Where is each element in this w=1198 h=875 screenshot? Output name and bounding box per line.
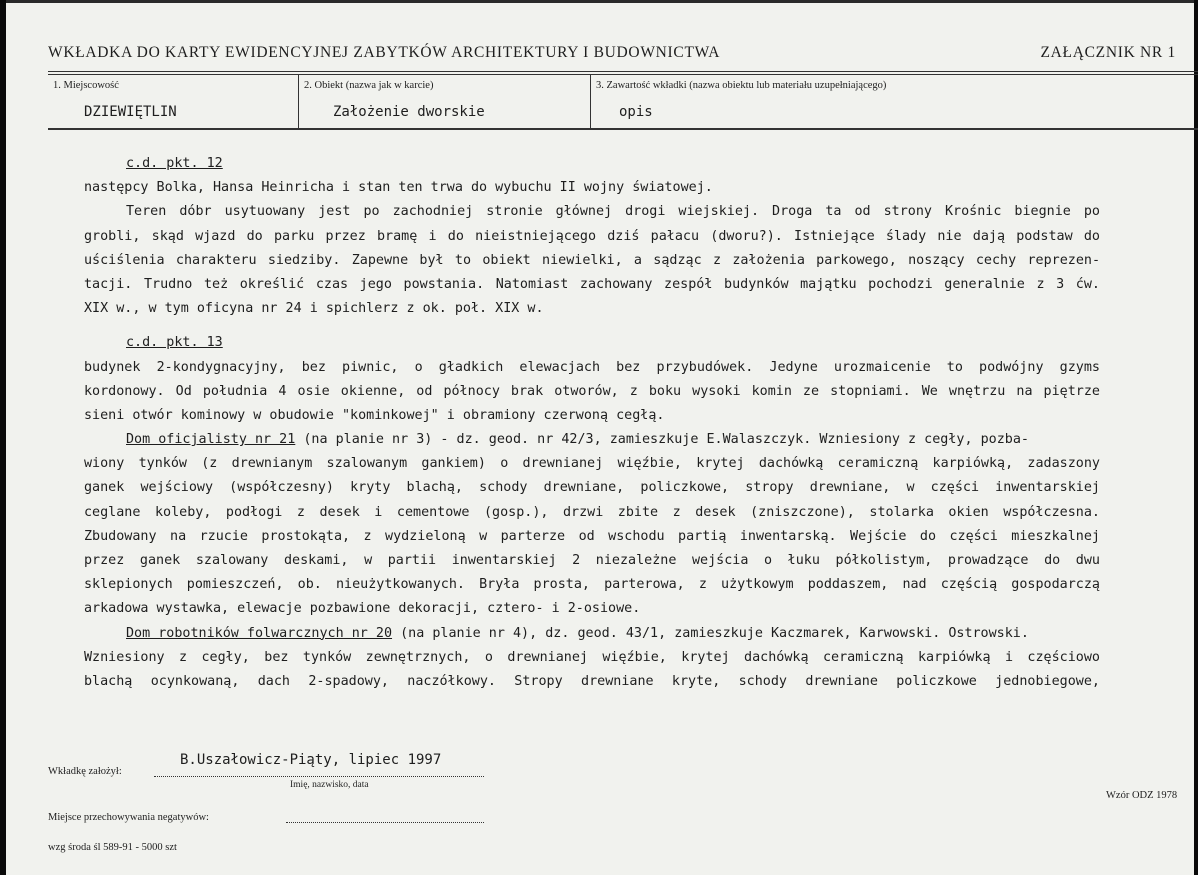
- body-line: sieni otwór kominowy w obudowie "kominkowej" i obramiony czerwoną cegłą.: [84, 407, 665, 423]
- field-contents-label: 3. Zawartość wkładki (nazwa obiektu lub materiału uzupełniającego): [596, 80, 887, 91]
- author-caption: Imię, nazwisko, data: [290, 780, 369, 790]
- negatives-dotted-line: [286, 822, 484, 823]
- field-locality: [48, 74, 298, 128]
- field-object: [298, 74, 591, 128]
- body-line-rest: (na planie nr 3) - dz. geod. nr 42/3, zamieszkuje E.Walaszczyk. Wzniesiony z cegły, pozba-: [303, 432, 1029, 448]
- scan-edge-left: [0, 0, 6, 875]
- body-line: ganek wejściowy (współczesny) kryty blachą, schody drewniane, policzkowe, stropy drewniane, w części inwentarskiej: [84, 480, 1100, 496]
- form-header: [48, 44, 1176, 66]
- body-line: arkadowa wystawka, elewacje pozbawione dekoracji, cztero- i 2-osiowe.: [84, 601, 641, 617]
- body-line: [84, 622, 1100, 646]
- annex-number: ZAŁĄCZNIK NR 1: [1040, 44, 1176, 61]
- section-heading-13: c.d. pkt. 13: [126, 335, 223, 351]
- field-locality-value: DZIEWIĘTLIN: [84, 104, 177, 120]
- field-locality-label: 1. Miejscowość: [53, 80, 119, 91]
- body-line: grobli, skąd wjazd do parku przez bramę i do nieistniejącego dziś pałacu (dworu?). Istniejące ślady nie dają podstaw do: [84, 228, 1100, 244]
- body-line: Wzniesiony z cegły, bez tynków zewnętrznych, o drewnianej więźbie, krytej dachówką ceramiczną karpiówką i częściowo: [84, 649, 1100, 665]
- form-title: WKŁADKA DO KARTY EWIDENCYJNEJ ZABYTKÓW ARCHITEKTURY I BUDOWNICTWA: [48, 44, 721, 61]
- negatives-label: Miejsce przechowywania negatywów:: [48, 812, 209, 823]
- field-contents-value: opis: [619, 104, 653, 120]
- field-contents: [590, 74, 1198, 128]
- field-object-label: 2. Obiekt (nazwa jak w karcie): [304, 80, 434, 91]
- body-line: blachą ocynkowaną, dach 2-spadowy, naczółkowy. Stropy drewniane kryte, schody drewniane policzkowe jednobiegowe,: [84, 673, 1100, 689]
- form-code: Wzór ODZ 1978: [1106, 790, 1178, 801]
- body-line: Teren dóbr usytuowany jest po zachodniej stronie głównej drogi wiejskiej. Droga ta od strony Krośnic biegnie po: [126, 204, 1100, 220]
- body-line: wiony tynków (z drewnianym szalowanym gankiem) o drewnianej więźbie, krytej dachówką ceramiczną karpiówką, zadaszony: [84, 456, 1100, 472]
- body-line: tacji. Trudno też określić czas jego powstania. Natomiast zachowany zespół budynków majątku pochodzi generalnie z 3 ćw.: [84, 276, 1100, 292]
- scan-edge-top: [0, 0, 1198, 3]
- body-line: ceglane koleby, podłogi z desek i cementowe (gosp.), drzwi zbite z desek (zniszczone), stolarka okien współczesna.: [84, 504, 1100, 520]
- body-line: sklepionych pomieszczeń, ob. nieużytkowanych. Bryła prosta, parterowa, z użytkowym poddaszem, nad częścią gospodarczą: [84, 577, 1100, 593]
- body-line: XIX w., w tym oficyna nr 24 i spichlerz z ok. poł. XIX w.: [84, 301, 544, 317]
- body-line: przez ganek szalowany deskami, w partii inwentarskiej 2 niezależne wejścia o łuku półkolistym, prowadzące do dwu: [84, 553, 1100, 568]
- typed-description: [84, 152, 1100, 694]
- form-fields-row: [48, 74, 1198, 130]
- body-line: Zbudowany na rzucie prostokąta, z wydzieloną w parterze od wschodu partią inwentarską. Wejście do części mieszkalnej: [84, 528, 1100, 544]
- author-dotted-line: [154, 776, 484, 777]
- section-heading-12: c.d. pkt. 12: [126, 156, 223, 171]
- author-value: B.Uszałowicz-Piąty, lipiec 1997: [180, 752, 442, 768]
- body-line: budynek 2-kondygnacyjny, bez piwnic, o gładkich elewacjach bez przybudówek. Jedyne urozmaicenie to podwójny gzyms: [84, 359, 1100, 375]
- body-line: kordonowy. Od południa 4 osie okienne, od północy brak otworów, z boku wysoki komin ze stopniami. We wnętrzu na piętrze: [84, 383, 1100, 399]
- field-object-value: Założenie dworskie: [333, 104, 485, 120]
- building-title-21: Dom oficjalisty nr 21: [126, 432, 296, 448]
- body-line: następcy Bolka, Hansa Heinricha i stan ten trwa do wybuchu II wojny światowej.: [84, 180, 713, 196]
- body-line: uściślenia charakteru siedziby. Zapewne był to obiekt niewielki, a sądząc z założenia parkowego, noszący cechy reprezen-: [84, 252, 1100, 268]
- body-line-rest: (na planie nr 4), dz. geod. 43/1, zamieszkuje Kaczmarek, Karwowski. Ostrowski.: [400, 625, 1029, 641]
- building-title-20: Dom robotników folwarcznych nr 20: [126, 625, 393, 641]
- author-label: Wkładkę założył:: [48, 766, 122, 777]
- printer-note: wzg środa śl 589-91 - 5000 szt: [48, 842, 177, 853]
- body-line: [84, 428, 1100, 452]
- paragraph-gap: [84, 321, 1100, 331]
- scan-edge-right: [1194, 0, 1198, 875]
